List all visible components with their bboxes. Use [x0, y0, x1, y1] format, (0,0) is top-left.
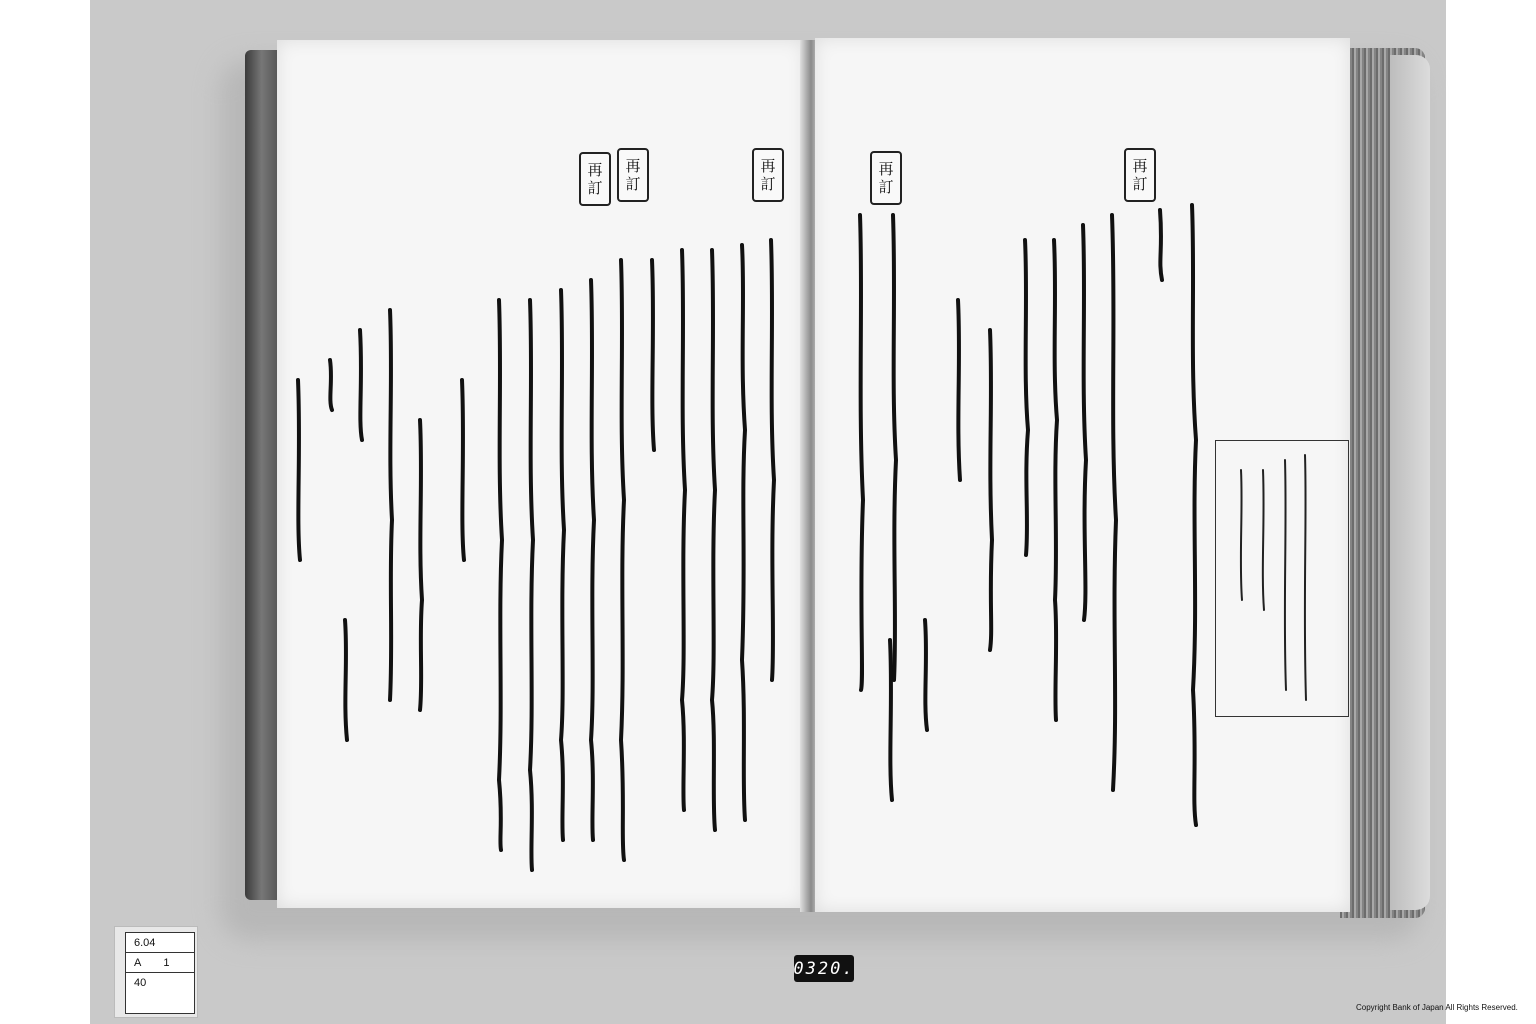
label-item-number: 40 [134, 976, 147, 989]
label-volume: 1 [163, 956, 170, 969]
label-shelf-number: 6.04 [134, 936, 156, 949]
handwriting-column [925, 620, 927, 730]
handwriting-column [621, 260, 624, 860]
label-row [126, 953, 194, 973]
stamp-char: 再 [1132, 157, 1148, 175]
handwriting-column [298, 380, 300, 560]
annotation-box [1215, 440, 1349, 717]
handwriting-column [345, 620, 347, 740]
handwriting-column [1192, 205, 1196, 825]
stamp-char: 再 [760, 157, 776, 175]
handwriting-column [893, 215, 896, 680]
frame-counter: 0320. [794, 955, 854, 982]
stamp-char: 再 [587, 161, 603, 179]
copyright-notice: Copyright Bank of Japan All Rights Reserved. [1356, 1003, 1518, 1012]
handwriting-column [499, 300, 502, 850]
handwriting-column [330, 360, 332, 410]
handwriting-column [890, 640, 892, 800]
stamp-char: 訂 [760, 175, 776, 193]
handwriting-column [1054, 240, 1057, 720]
stamp-char: 訂 [1132, 175, 1148, 193]
handwriting-column [462, 380, 464, 560]
stamp-char: 訂 [878, 178, 894, 196]
archive-label-card [114, 926, 198, 1018]
handwriting-column [958, 300, 960, 480]
handwriting-column [652, 260, 654, 450]
stamp-char: 訂 [587, 179, 603, 197]
handwriting-column [1025, 240, 1028, 555]
handwriting-column [742, 245, 745, 820]
label-row [126, 973, 194, 992]
handwriting-column [561, 290, 564, 840]
handwriting-column [420, 420, 422, 710]
label-series: A [134, 956, 142, 969]
label-row [126, 933, 194, 953]
handwriting-column [1112, 215, 1116, 790]
stamp-char: 再 [625, 157, 641, 175]
handwriting-column [712, 250, 715, 830]
handwriting-column [771, 240, 774, 680]
handwriting-column [860, 215, 863, 690]
handwriting-column [530, 300, 533, 870]
stamp-char: 再 [878, 160, 894, 178]
handwriting-column [1160, 210, 1162, 280]
handwriting-column [1083, 225, 1086, 620]
handwriting-column [990, 330, 992, 650]
archive-label [125, 932, 195, 1014]
stamp-char: 訂 [625, 175, 641, 193]
handwriting-column [360, 330, 362, 440]
handwriting-column [390, 310, 392, 700]
handwriting-column [591, 280, 594, 840]
handwriting-column [682, 250, 685, 810]
